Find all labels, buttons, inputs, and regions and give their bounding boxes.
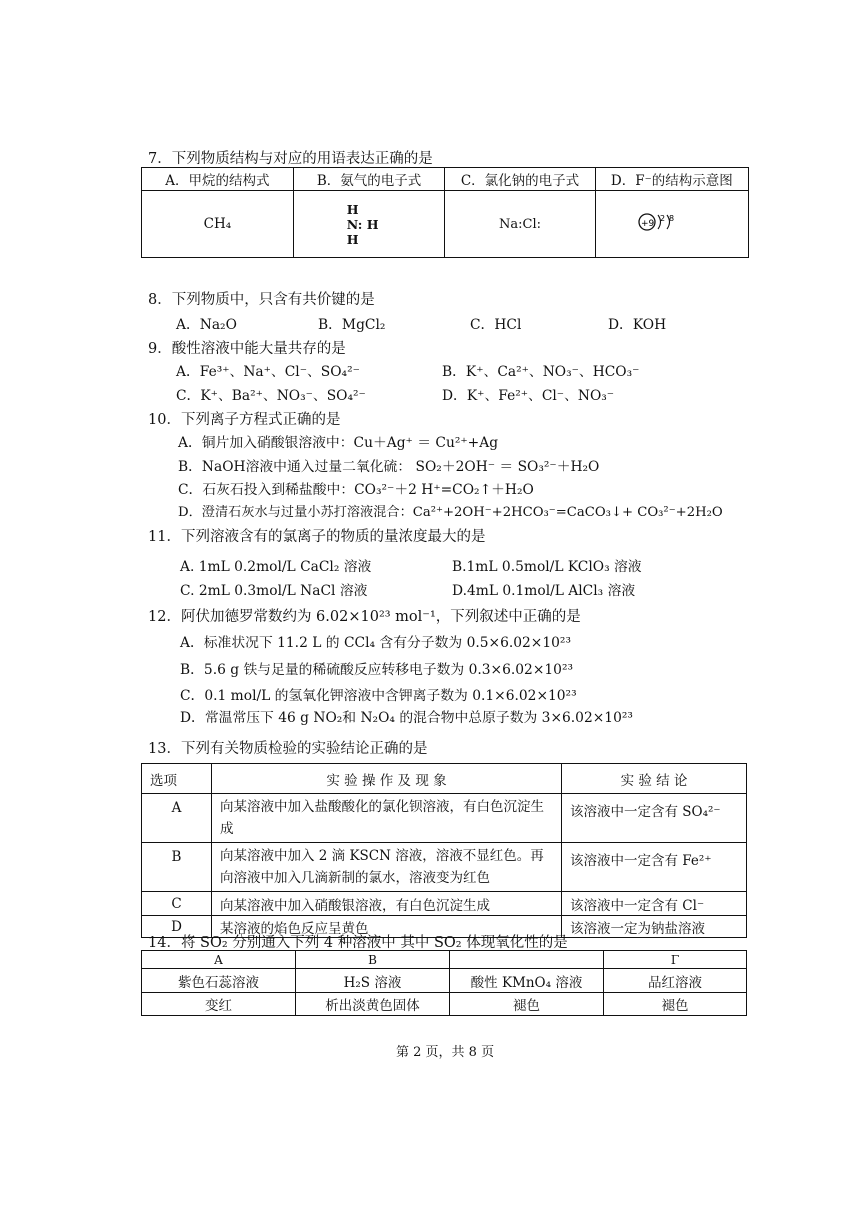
q14-phenomenon-d: 褪色 — [604, 993, 747, 1016]
q13-header-operation: 实 验 操 作 及 现 象 — [212, 764, 562, 794]
q10-option-b: B．NaOH溶液中通入过量二氧化硫： SO₂＋2OH⁻ ＝ SO₃²⁻＋H₂O — [178, 459, 600, 475]
q9-stem: 9．酸性溶液中能大量共存的是 — [148, 341, 346, 357]
fluoride-structure-icon — [637, 207, 687, 237]
q8-option-a: A．Na₂O — [176, 317, 237, 333]
q8-option-d: D．KOH — [608, 317, 667, 333]
q12-option-d: D．常温常压下 46 g NO₂和 N₂O₄ 的混合物中总原子数为 3×6.02×10²³ — [180, 710, 633, 726]
q13-stem: 13．下列有关物质检验的实验结论正确的是 — [148, 741, 428, 757]
q7-cell-d — [595, 191, 748, 258]
q11-option-c: C. 2mL 0.3mol/L NaCl 溶液 — [180, 583, 368, 599]
ammonia-n-line: N: H — [346, 216, 379, 232]
q14-phenomenon-a: 变红 — [142, 993, 296, 1016]
methane-formula: CH₄ — [203, 216, 232, 232]
q10-option-d: D．澄清石灰水与过量小苏打溶液混合：Ca²⁺+2OH⁻+2HCO₃⁻=CaCO₃↓+ CO₃²⁻+2H₂O — [178, 505, 723, 520]
q14-phenomenon-c: 褪色 — [450, 993, 604, 1016]
q14-solution-b: H₂S 溶液 — [296, 969, 450, 993]
q11-option-d: D.4mL 0.1mol/L AlCl₃ 溶液 — [452, 583, 636, 599]
q10-option-c: C．石灰石投入到稀盐酸中：CO₃²⁻＋2 H⁺=CO₂↑＋H₂O — [178, 482, 534, 498]
nacl-electron-formula: Na:Cl: — [499, 217, 541, 232]
q8-stem: 8．下列物质中，只含有共价键的是 — [148, 292, 375, 308]
q13-row-b-conclusion: 该溶液中一定含有 Fe²⁺ — [562, 843, 747, 892]
q9-option-d: D．K⁺、Fe²⁺、Cl⁻、NO₃⁻ — [442, 388, 615, 404]
q14-phenomenon-b: 析出淡黄色固体 — [296, 993, 450, 1016]
fluoride-structure-diagram — [637, 207, 687, 241]
q14-table — [141, 950, 747, 1016]
q13-row-a-operation: 向某溶液中加入盐酸酸化的氯化钡溶液，有白色沉淀生成 — [212, 794, 562, 843]
q14-solution-a: 紫色石蕊溶液 — [142, 969, 296, 993]
q9-option-b: B．K⁺、Ca²⁺、NO₃⁻、HCO₃⁻ — [442, 364, 640, 380]
q7-table — [141, 167, 749, 258]
svg-text:2: 2 — [659, 214, 665, 223]
svg-text:+9: +9 — [640, 219, 654, 229]
q14-header-c — [450, 951, 604, 969]
q8-option-c: C．HCl — [470, 317, 522, 333]
q13-row-c-conclusion: 该溶液中一定含有 Cl⁻ — [562, 892, 747, 916]
svg-text:8: 8 — [668, 214, 674, 223]
q13-row-a-option: A — [142, 794, 212, 843]
q14-header-b: B — [296, 951, 450, 969]
ammonia-h-bottom: H — [346, 231, 359, 247]
q14-header-a: A — [142, 951, 296, 969]
q14-stem: 14．将 SO₂ 分别通入下列 4 种溶液中 其中 SO₂ 体现氧化性的是 — [148, 935, 568, 951]
q9-option-a: A．Fe³⁺、Na⁺、Cl⁻、SO₄²⁻ — [176, 364, 360, 380]
q13-row-a-conclusion: 该溶液中一定含有 SO₄²⁻ — [562, 794, 747, 843]
q11-option-b: B.1mL 0.5mol/L KClO₃ 溶液 — [452, 559, 642, 575]
q11-stem: 11．下列溶液含有的氯离子的物质的量浓度最大的是 — [148, 529, 486, 545]
q12-option-b: B．5.6 g 铁与足量的稀硫酸反应转移电子数为 0.3×6.02×10²³ — [180, 662, 574, 678]
q7-cell-b — [293, 191, 445, 258]
q12-option-a: A．标准状况下 11.2 L 的 CCl₄ 含有分子数为 0.5×6.02×10²³ — [180, 635, 571, 651]
q13-table — [141, 763, 747, 938]
ammonia-h-top: H — [346, 201, 359, 217]
q13-row-d-conclusion: 该溶液一定为钠盐溶液 — [562, 916, 747, 938]
q11-option-a: A. 1mL 0.2mol/L CaCl₂ 溶液 — [180, 559, 372, 575]
q13-header-conclusion: 实 验 结 论 — [562, 764, 747, 794]
q14-solution-c: 酸性 KMnO₄ 溶液 — [450, 969, 604, 993]
q7-header-a: A．甲烷的结构式 — [142, 168, 294, 191]
q13-row-d-option: D — [142, 916, 212, 938]
q7-header-d: D．F⁻的结构示意图 — [595, 168, 748, 191]
q7-header-c: C．氯化钠的电子式 — [445, 168, 595, 191]
q8-option-b: B．MgCl₂ — [318, 317, 386, 333]
q13-row-c-option: C — [142, 892, 212, 916]
q13-row-d-operation: 某溶液的焰色反应呈黄色 — [212, 916, 562, 938]
q10-option-a: A．铜片加入硝酸银溶液中：Cu＋Ag⁺ ＝ Cu²⁺+Ag — [178, 435, 499, 451]
q7-cell-a — [142, 191, 294, 258]
q9-option-c: C．K⁺、Ba²⁺、NO₃⁻、SO₄²⁻ — [176, 388, 366, 404]
q7-header-b: B．氨气的电子式 — [293, 168, 445, 191]
q12-option-c: C．0.1 mol/L 的氢氧化钾溶液中含钾离子数为 0.1×6.02×10²³ — [180, 688, 577, 704]
q14-solution-d: 品红溶液 — [604, 969, 747, 993]
q14-header-d: Γ — [604, 951, 747, 969]
q13-row-b-option: B — [142, 843, 212, 892]
q7-stem: 7．下列物质结构与对应的用语表达正确的是 — [148, 151, 433, 167]
page-footer: 第 2 页，共 8 页 — [396, 1045, 495, 1060]
q13-row-c-operation: 向某溶液中加入硝酸银溶液，有白色沉淀生成 — [212, 892, 562, 916]
q10-stem: 10．下列离子方程式正确的是 — [148, 412, 341, 428]
q12-stem: 12．阿伏加德罗常数约为 6.02×10²³ mol⁻¹，下列叙述中正确的是 — [148, 609, 581, 625]
q13-header-option: 选项 — [142, 764, 212, 794]
q13-row-b-operation: 向某溶液中加入 2 滴 KSCN 溶液，溶液不显红色。再向溶液中加入几滴新制的氯水，溶液变为红色 — [212, 843, 562, 892]
